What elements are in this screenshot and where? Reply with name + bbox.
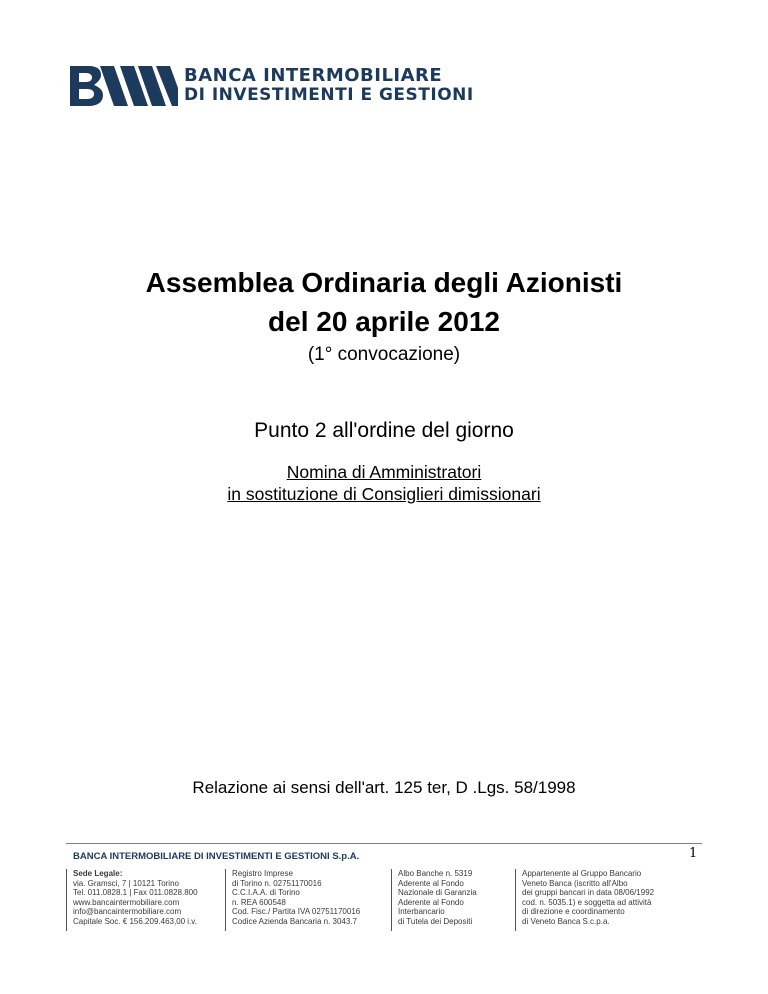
- footer-text: di Veneto Banca S.c.p.a.: [522, 916, 610, 926]
- document-date: del 20 aprile 2012: [268, 306, 500, 337]
- footer-text: Albo Banche n. 5319: [398, 869, 473, 878]
- footer-text: di Tutela dei Depositi: [398, 916, 473, 926]
- document-title: Assemblea Ordinaria degli Azionisti: [145, 267, 623, 298]
- footer-column-gruppo: [515, 869, 654, 931]
- agenda-point: Punto 2 all'ordine del giorno: [254, 419, 514, 442]
- footer-text: Sede Legale:: [73, 869, 123, 878]
- footer-text: Appartenente al Gruppo Bancario: [522, 869, 642, 878]
- footer-text: Capitale Soc. € 156.209.463,00 i.v.: [73, 916, 197, 926]
- footer-text: dei gruppi bancari in data 08/06/1992: [522, 888, 655, 898]
- agenda-topic-line2: in sostituzione di Consiglieri dimissionari: [227, 484, 541, 504]
- footer-text: via. Gramsci, 7 | 10121 Torino: [73, 878, 179, 888]
- footer-text: Registro Imprese: [232, 869, 293, 878]
- footer-text: C.C.I.A.A. di Torino: [232, 888, 300, 898]
- footer-text: Codice Azienda Bancaria n. 3043.7: [232, 916, 357, 926]
- logo-text-line1: BANCA INTERMOBILIARE: [184, 65, 443, 86]
- footer-text: Aderente al Fondo: [398, 878, 464, 888]
- footer-text: Nazionale di Garanzia: [398, 888, 477, 898]
- footer-text: info@bancaintermobiliare.com: [73, 907, 182, 917]
- footer-text: www.bancaintermobiliare.com: [73, 897, 180, 907]
- footer-divider: [66, 843, 702, 844]
- footer-column-albo: [391, 869, 477, 931]
- footer-text: n. REA 600548: [232, 897, 286, 907]
- bim-logo: [70, 65, 474, 106]
- logo-text-line2: DI INVESTIMENTI E GESTIONI: [184, 85, 474, 105]
- footer-text: di Torino n. 02751170016: [232, 878, 322, 888]
- footer-text: di direzione e coordinamento: [522, 907, 625, 917]
- convocation-label: (1° convocazione): [307, 344, 461, 365]
- footer-column-registro: [225, 869, 360, 931]
- footer-text: Cod. Fisc./ Partita IVA 02751170016: [232, 907, 361, 917]
- agenda-topic-line1: Nomina di Amministratori: [286, 462, 482, 482]
- bim-logo-mark: [70, 66, 178, 106]
- footer-text: Interbancario: [398, 907, 445, 917]
- footer-text: cod. n. 5035.1) e soggetta ad attività: [522, 897, 652, 907]
- footer-text: Aderente al Fondo: [398, 897, 464, 907]
- footer-text: Tel. 011.0828.1 | Fax 011.0828.800: [73, 888, 198, 898]
- footer-text: Veneto Banca (iscritto all'Albo: [522, 878, 628, 888]
- legal-reference: Relazione ai sensi dell'art. 125 ter, D .Lgs. 58/1998: [192, 778, 576, 797]
- page-number: 1: [689, 846, 698, 861]
- footer-company-name: BANCA INTERMOBILIARE DI INVESTIMENTI E GESTIONI S.p.A.: [73, 851, 360, 862]
- footer-column-sede: [66, 869, 198, 931]
